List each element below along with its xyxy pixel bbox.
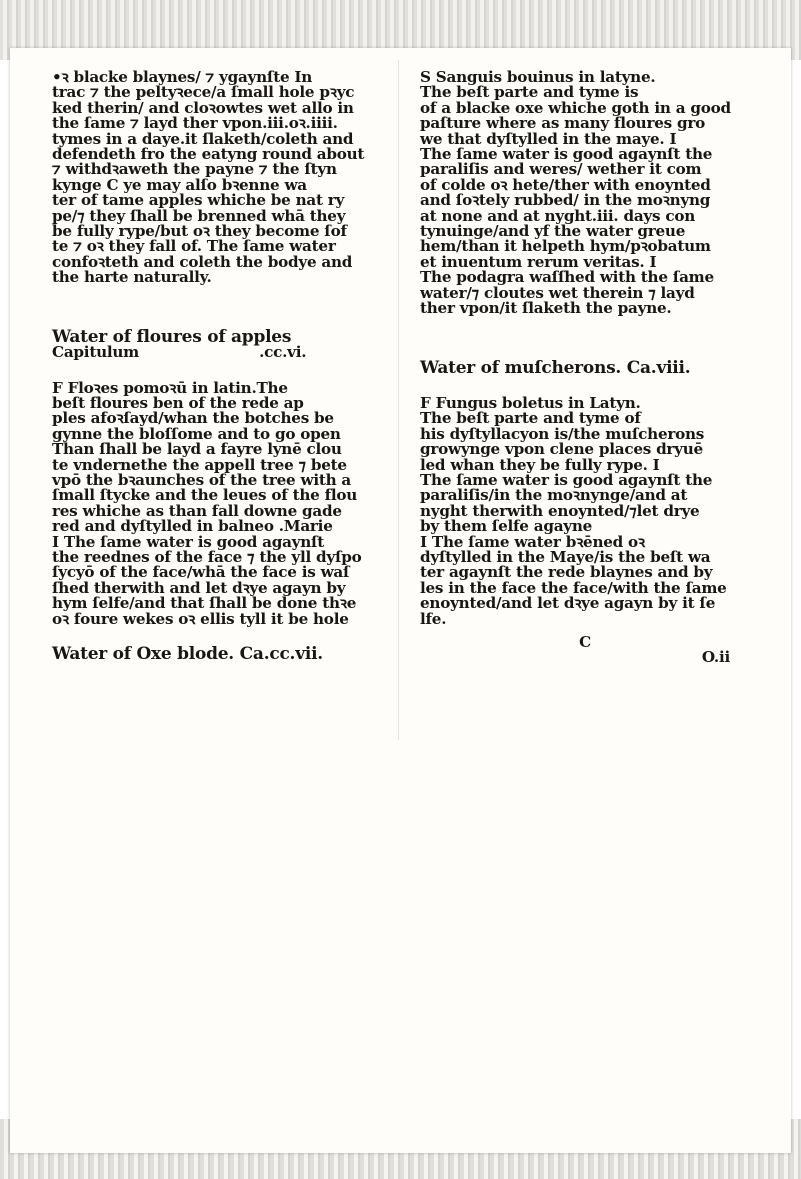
text-line: enoynted/and let dꝛye agayn by it ſe	[420, 594, 716, 613]
text-line: I The ſame water is good agaynſt	[52, 532, 325, 551]
text-line: les in the face the face/with the ſame	[420, 578, 727, 597]
text-line: F Floꝛes pomoꝛū in latin.The	[52, 378, 288, 397]
text-line: the reednes of the face ⁊ the yll dyſpo	[52, 547, 362, 566]
text-line: and ſoꝛtely rubbed/ in the moꝛnyng	[420, 191, 711, 210]
capitulum-line	[52, 345, 382, 360]
text-line: ſycyō of the face/whā the face is waſ	[52, 563, 350, 582]
text-line: ⁊ withdꝛaweth the payne ⁊ the ſtyn	[52, 160, 337, 179]
text-line: ter of tame apples whiche be nat ry	[52, 191, 345, 210]
right-paragraph-2	[420, 393, 750, 628]
text-line: his dyſtyllacyon is/the muſcherons	[420, 424, 705, 443]
text-line: lfe.	[420, 609, 447, 628]
text-line: S Sanguis bouinus in latyne.	[420, 68, 656, 86]
text-line: paraliſis/in the moꝛnynge/and at	[420, 486, 688, 505]
text-line: led whan they be fully rype. I	[420, 455, 660, 474]
text-line: kynge C ye may alſo bꝛenne wa	[52, 175, 307, 194]
text-line: ſhed therwith and let dꝛye agayn by	[52, 578, 346, 597]
text-line: ſmall ſtycke and the leues of the flou	[52, 486, 358, 505]
signature-mark: C	[579, 633, 591, 651]
right-heading-1: Water of muſcherons. Ca.viii.	[420, 357, 691, 378]
text-line: The podagra waſſhed with the ſame	[420, 268, 714, 287]
text-line: nyght therwith enoynted/⁊let drye	[420, 501, 700, 520]
text-line: I The ſame water bꝛēned oꝛ	[420, 532, 645, 551]
capitulum-number: .cc.vi.	[259, 343, 307, 362]
catchword: O.ii	[701, 648, 730, 667]
text-line: the harte naturally.	[52, 268, 212, 287]
text-line: water/⁊ cloutes wet therein ⁊ layd	[420, 283, 695, 302]
text-line: tynuinge/and yf the water greue	[420, 222, 686, 241]
text-line: The beſt parte and tyme of	[420, 409, 641, 428]
text-line: tymes in a daye.it ſlaketh/coleth and	[52, 129, 354, 148]
text-line: paraliſis and weres/ wether it com	[420, 160, 702, 179]
text-line: beſt floures ben of the rede ap	[52, 393, 304, 412]
left-heading-1: Water of floures of apples	[52, 326, 292, 347]
text-line: at none and at nyght.iii. days con	[420, 206, 695, 225]
text-line: hym ſelfe/and that ſhall be done thꝛe	[52, 594, 357, 613]
right-paragraph-1	[420, 70, 750, 317]
text-line: res whiche as than fall downe gade	[52, 501, 342, 520]
text-line: defendeth fro the eatyng round about	[52, 145, 365, 164]
text-line: The ſame water is good agaynſt the	[420, 470, 713, 489]
text-line: ther vpon/it ſlaketh the payne.	[420, 299, 672, 318]
text-line: The ſame water is good agaynſt the	[420, 145, 713, 164]
column-divider	[398, 60, 399, 740]
text-line: gynne the bloſſome and to go open	[52, 424, 341, 443]
text-line: of colde oꝛ hete/ther with enoynted	[420, 175, 711, 194]
text-line: et inuentum rerum veritas. I	[420, 252, 657, 271]
text-line: by them ſelfe agayne	[420, 517, 593, 536]
text-line: of a blacke oxe whiche goth in a good	[420, 98, 731, 117]
left-paragraph-1	[52, 70, 382, 286]
text-line: hem/than it helpeth hym/pꝛobatum	[420, 237, 711, 256]
text-line: growynge vpon clene places dryuē	[420, 440, 703, 459]
text-line: paſture where as many floures gro	[420, 114, 705, 133]
text-line: the ſame ⁊ layd ther vpon.iii.oꝛ.iiii.	[52, 114, 338, 133]
capitulum-label: Capitulum	[52, 343, 140, 362]
text-line: te ⁊ oꝛ they fall of. The ſame water	[52, 237, 336, 256]
text-line: dyſtylled in the Maye/is the beſt wa	[420, 547, 711, 566]
text-line: te vndernethe the appell tree ⁊ bete	[52, 455, 347, 474]
text-line: ter agaynſt the rede blaynes and by	[420, 563, 713, 582]
text-line: ples afoꝛſayd/whan the botches be	[52, 409, 334, 428]
text-line: oꝛ foure wekes oꝛ ellis tyll it be hole	[52, 609, 349, 628]
text-line: •ꝛ blacke blaynes/ ⁊ ygaynſte In	[52, 68, 313, 86]
left-paragraph-2	[52, 378, 382, 628]
text-line: pe/⁊ they ſhall be brenned whā they	[52, 206, 346, 225]
text-line: confoꝛteth and coleth the bodye and	[52, 252, 353, 271]
text-line: F Fungus boletus in Latyn.	[420, 393, 641, 412]
text-line: Than ſhall be layd a fayre lynē clou	[52, 440, 342, 459]
text-line: ked therin/ and cloꝛowtes wet allo in	[52, 98, 354, 117]
right-column	[420, 70, 750, 666]
text-line: red and dyſtylled in balneo .Marie	[52, 517, 333, 536]
text-line: vpō the bꝛaunches of the tree with a	[52, 470, 352, 489]
left-column	[52, 70, 382, 662]
text-line: we that dyſtylled in the maye. I	[420, 129, 677, 148]
left-heading-2: Water of Oxe blode. Ca.cc.vii.	[52, 644, 323, 664]
text-line: be fully rype/but oꝛ they become ſof	[52, 222, 347, 241]
text-line: The beſt parte and tyme is	[420, 83, 639, 102]
text-line: trac ⁊ the peltyꝛece/a ſmall hole pꝛyc	[52, 83, 355, 102]
